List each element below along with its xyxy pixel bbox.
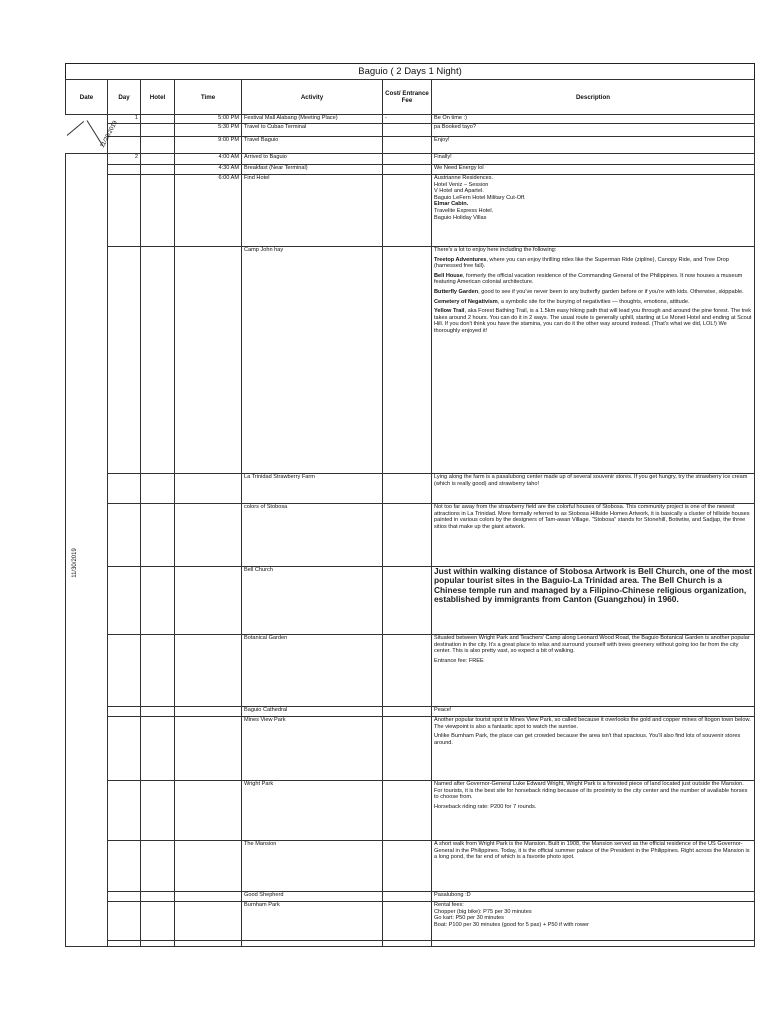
cost-cell [383,247,432,474]
hotel-option: Hotel Veniz – Session [434,181,489,188]
description-cell: Not too far away from the strawberry field are the colorful houses of Stobosa. This community project is one of the newest attractions in La Trinidad. More formally referred to as Stobosa Hillside Homes Artwork, it is basically a cluster of hillside houses painted in various colors by the designers of Tam-awan Village. "Stobosa" stands for Stonehill, Botiwtiw, and Sadjap, the three sitios that make up the giant artwork. [432,504,755,567]
day-cell [108,841,141,892]
header-activity: Activity [242,80,383,115]
table-row [66,717,755,781]
cost-cell [383,175,432,247]
time-cell: 4:00 AM [175,154,242,165]
bell-church-text: Just within walking distance of Stobosa Artwork is Bell Church, one of the most popular tourist sites in the Baguio-La Trinidad area. The Bell Church is a Chinese temple run and managed by a Filipino-Chinese religious organization, established by immigrants from Canton (Guangzhou) in 1960. [434,566,752,605]
cost-cell [383,165,432,175]
hotel-cell [141,124,175,137]
camp-item: Treetop Adventures, where you can enjoy thrilling rides like the Superman Ride (zipline), Canopy Ride, and Tree Drop (harnessed free fall). [434,256,729,270]
cost-cell [383,902,432,941]
camp-item: Cemetery of Negativism, a symbolic site for the burying of negativities — thoughts, emotions, attitude. [434,298,690,305]
hotel-option: Elmar Cabin. [434,201,469,208]
time-cell [175,635,242,707]
description-cell: Named after Governor-General Luke Edward Wright, Wright Park is a forested piece of land located just outside the Mansion. For tourists, it is the best site for horseback riding because of its proximity to the city center and the number of available horses to choose from. Horseback riding rate: P200 for 7 rounds. [432,781,755,841]
cost-cell [383,892,432,902]
activity-cell: Good Shepherd [242,892,383,902]
table-row [66,154,755,165]
table-row [66,707,755,717]
hotel-cell [141,137,175,154]
activity-cell: Botanical Garden [242,635,383,707]
header-day: Day [108,80,141,115]
description-cell: Be On time :) [432,115,755,124]
activity-cell: Find Hotel [242,175,383,247]
time-cell [175,841,242,892]
date-label-day2: 11/30/2019 [71,548,78,578]
description-cell [432,567,755,635]
horseback-rate: Horseback riding rate: P200 for 7 rounds. [434,803,537,810]
hotel-cell [141,781,175,841]
table-row [66,902,755,941]
day-cell [108,635,141,707]
hotel-cell [141,941,175,947]
description-cell: Rental fees: Chopper (big bike): P75 per 30 minutes Go kart: P50 per 30 minutes Boat: P100 per 30 minutes (good for 5 pax) + P50 if with rower [432,902,755,941]
hotel-cell [141,115,175,124]
cost-cell [383,635,432,707]
sheet-title: Baguio ( 2 Days 1 Night) [65,63,755,79]
header-row [66,80,755,115]
table-row [66,247,755,474]
description-cell: Situated between Wright Park and Teachers' Camp along Leonard Wood Road, the Baguio Botanical Garden is another popular destination in the city. It's a great place to relax and surround yourself with trees greenery without going too far from the city center. This is also pretty vast, so expect a bit of walking. Entrance fee: FREE [432,635,755,707]
table-row [66,124,755,137]
hotel-cell [141,902,175,941]
day-cell [108,247,141,474]
table-row [66,115,755,124]
time-cell [175,504,242,567]
table-row [66,941,755,947]
table-row [66,165,755,175]
description-cell: Another popular tourist spot is Mines View Park, so called because it overlooks the gold and copper mines of Itogon town below. The viewpoint is also a fantastic spot to watch the sunrise. Unlike Burnham Park, the place can get crowded because the area isn't that spacious. You'll also find lots of souvenir stores around. [432,717,755,781]
hotel-cell [141,717,175,781]
activity-cell: colors of Stobosa [242,504,383,567]
table-row [66,635,755,707]
camp-item: Bell House, formerly the official vacation residence of the Commanding General of the Philippines. It now houses a museum featuring American colonial architecture. [434,272,743,286]
day-cell [108,707,141,717]
cost-cell [383,137,432,154]
time-cell: 9:00 PM [175,137,242,154]
hotel-option: Baguio Holiday Villas [434,214,487,221]
entrance-fee: Entrance fee: FREE [434,657,484,664]
day-cell [108,902,141,941]
description-cell: Enjoy! [432,137,755,154]
day-cell [108,474,141,504]
table-row [66,175,755,247]
time-cell: 6:00 AM [175,175,242,247]
date-label-day1: 11/29/2019 [99,120,119,149]
time-cell [175,474,242,504]
hotel-cell [141,154,175,165]
cost-cell [383,781,432,841]
time-cell: 5:30 PM [175,124,242,137]
time-cell [175,567,242,635]
day-cell [108,941,141,947]
hotel-option: Austrianne Residences. [434,175,494,181]
hotel-cell [141,247,175,474]
activity-cell: Burnham Park [242,902,383,941]
time-cell [175,902,242,941]
day-cell [108,504,141,567]
day-cell [108,892,141,902]
header-hotel: Hotel [141,80,175,115]
activity-cell [242,941,383,947]
table-row [66,504,755,567]
time-cell: 5:00 PM [175,115,242,124]
time-cell [175,892,242,902]
activity-cell: Arrived to Baguio [242,154,383,165]
time-cell: 4:30 AM [175,165,242,175]
cost-cell [383,941,432,947]
activity-cell: Baguio Cathedral [242,707,383,717]
description-cell [432,247,755,474]
hotel-cell [141,567,175,635]
cost-cell [383,124,432,137]
activity-cell: Bell Church [242,567,383,635]
description-cell [432,941,755,947]
day-cell [108,781,141,841]
hotel-option: Travelite Express Hotel. [434,207,494,214]
time-cell [175,941,242,947]
cost-cell [383,567,432,635]
cost-cell [383,717,432,781]
table-row [66,841,755,892]
time-cell [175,707,242,717]
day-cell [108,137,141,154]
day-cell [108,717,141,781]
time-cell [175,717,242,781]
table-row [66,781,755,841]
hotel-option: Baguio LeFern Hotel Military Cut-Off. [434,194,526,201]
itinerary-table [65,79,755,947]
activity-cell: Wright Park [242,781,383,841]
header-time: Time [175,80,242,115]
activity-cell: La Trinidad Strawberry Farm [242,474,383,504]
activity-cell: Festival Mall Alabang (Meeting Place) [242,115,383,124]
day-number: 2 [108,154,141,165]
camp-item: Butterfly Garden, good to see if you've never been to any butterfly garden before or if you're with kids. Otherwise, skippable. [434,288,744,295]
cost-cell: - [383,115,432,124]
description-cell: Pasalubong :D [432,892,755,902]
hotel-cell [141,892,175,902]
hotel-cell [141,504,175,567]
activity-cell: The Mansion [242,841,383,892]
hotel-cell [141,707,175,717]
activity-cell: Travel to Cubao Terminal [242,124,383,137]
activity-cell: Breakfast (Near Terminal) [242,165,383,175]
description-cell: We Need Energy lol [432,165,755,175]
time-cell [175,247,242,474]
description-cell: Lying along the farm is a pasalubong center made up of several souvenir stores. If you get hungry, try the strawberry ice cream (which is really good) and strawberry taho! [432,474,755,504]
cost-cell [383,154,432,165]
day-number: 1 [108,115,141,124]
hotel-cell [141,841,175,892]
cost-cell [383,504,432,567]
description-cell: A short walk from Wright Park is the Mansion. Built in 1908, the Mansion served as the official residence of the US Governor-General in the Philippines. Today, it is the official summer palace of the President in the Philippines. Right across the Mansion is a long pond, the far end of which is a favorite photo spot. [432,841,755,892]
hotel-option: V Hotel and Apartel. [434,188,484,195]
hotel-cell [141,635,175,707]
cost-cell [383,841,432,892]
day-cell [108,567,141,635]
table-row [66,474,755,504]
camp-item: Yellow Trail, aka Forest Bathing Trail, is a 1.5km easy hiking path that will lead you through and around the pine forest. The trek takes around 2 hours. You can do it in 2 ways. The usual route is generally uphill, starting at Le Monet Hotel and ending at Scout Hill. If you don't think you have the stamina, you can do it the other way around instead. (That's what we did, LOL!) We thoroughly enjoyed it! [434,308,752,334]
header-cost: Cost/ Entrance Fee [383,80,432,115]
table-row [66,567,755,635]
cost-cell [383,474,432,504]
activity-cell: Travel Baguio [242,137,383,154]
table-row [66,137,755,154]
activity-cell: Mines View Park [242,717,383,781]
camp-intro: There's a lot to enjoy here including the following: [434,247,557,253]
header-description: Description [432,80,755,115]
table-row [66,892,755,902]
description-cell: Finally! [432,154,755,165]
day-cell [108,165,141,175]
description-cell: Peace! [432,707,755,717]
activity-cell: Camp John hay [242,247,383,474]
description-cell: pa Booked tayo? [432,124,755,137]
cost-cell [383,707,432,717]
description-cell [432,175,755,247]
hotel-cell [141,165,175,175]
hotel-cell [141,474,175,504]
hotel-cell [141,175,175,247]
day-cell [108,175,141,247]
header-date: Date [66,80,108,115]
time-cell [175,781,242,841]
